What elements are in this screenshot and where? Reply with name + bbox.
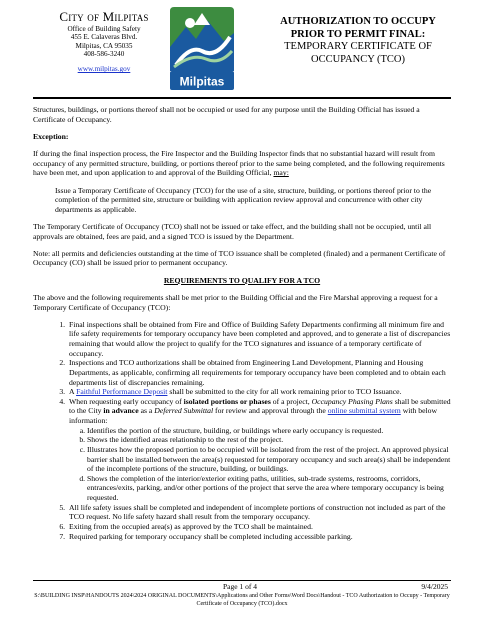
intro-paragraph: Structures, buildings, or portions thereof shall not be occupied or used for any purpose until the Building Official has issued a Certificate of Occupancy. — [33, 105, 420, 124]
item-text: shall be submitted to the city for all work remaining prior to TCO Issuance. — [169, 387, 402, 397]
item-text: for review and approval through the — [215, 406, 326, 416]
item-text: When requesting early occupancy of — [69, 396, 182, 406]
requirements-intro: The above and the following requirements shall be met prior to the Building Official and the Fire Marshal approving a request for a Temporary Certificate of Occupancy (TCO): — [33, 292, 438, 312]
phasing-plan-sublist — [69, 426, 451, 503]
item-text: with below information: — [69, 406, 438, 425]
list-item: 6. Exiting from the occupied area(s) as approved by the TCO shall be maintained. — [67, 522, 451, 532]
milpitas-logo — [166, 7, 238, 94]
item-italic-text: Occupancy Phasing Plans — [311, 396, 393, 406]
list-item — [67, 387, 451, 397]
subtitle-line-2: OCCUPANCY (TCO) — [310, 53, 406, 65]
item-bold-text: isolated portions or phases — [183, 396, 271, 406]
sub-list-item: b. Shows the identified areas relationship to the rest of the project. — [87, 435, 451, 445]
issue-tco-paragraph: Issue a Temporary Certificate of Occupancy (TCO) for the use of a site, structure, building, or portions thereof prior to the completion of the permitted site, structure or building with application review approval and concurrence with other city departments as applicable. — [55, 185, 432, 214]
title-line-1: AUTHORIZATION TO OCCUPY — [280, 16, 436, 27]
footer-date: 9/4/2025 — [421, 582, 448, 591]
note-paragraph: Note: all permits and deficiencies outstanding at the time of TCO issuance shall be completed (finaled) and a permanent Certificate of Occupancy (CO) shall be issued prior to permanent occupancy. — [33, 248, 446, 268]
requirements-list — [33, 320, 451, 541]
document-title — [258, 16, 458, 66]
item-bold-text: in advance — [103, 406, 139, 416]
street-address: 455 E. Calaveras Blvd. — [70, 33, 138, 42]
sub-list-item: d. Shows the completion of the interior/exterior exiting paths, utilities, sub-trade systems, restrooms, corridors, entrances/exits, parking, and/or other portions of the project that serve the area where temporary occupancy is being requested. — [87, 474, 451, 503]
list-item: 5. All life safety issues shall be completed and independent of incomplete portions of construction not included as part of the TCO request. No life safety hazard shall result from the temporary occupancy. — [67, 503, 451, 522]
city-website-link[interactable]: www.milpitas.gov — [77, 65, 131, 74]
item-text: A — [69, 387, 75, 397]
header-divider — [33, 97, 451, 99]
requirements-heading: REQUIREMENTS TO QUALIFY FOR A TCO — [163, 275, 321, 285]
exception-text: If during the final inspection process, the Fire Inspector and the Building Inspector finds that no substantial hazard will result from occupancy of any permitted structure, building, or portions thereof prior to the same being completed, and the following requirements have been met, and upon application to and approval of the Building Official, — [33, 149, 445, 178]
tco-issuance-paragraph: The Temporary Certificate of Occupancy (TCO) shall not be issued or take effect, and the building shall not be occupied, until all approvals are obtained, fees are paid, and a signed TCO is issued by the Department. — [33, 222, 432, 241]
file-path: S:\BUILDING INSP\HANDOUTS 2024\2024 ORIGINAL DOCUMENTS\Applications and Other Forms\Word Docs\Handout - TCO Authorization to Occupy - Temporary Certificate of Occupancy (TCO).docx — [34, 593, 450, 607]
subtitle-line-1: TEMPORARY CERTIFICATE OF — [284, 41, 432, 53]
city-letterhead — [56, 10, 152, 76]
item-italic-text: Deferred Submittal — [154, 406, 214, 416]
footer-divider — [33, 580, 451, 581]
city-title: City of Milpitas — [59, 9, 149, 24]
list-item: 2. Inspections and TCO authorizations shall be obtained from Engineering Land Development, Planning and Housing Departments, as applicable, confirming all requirements for temporary occupancy have been completed and to obtain each departments list of discrepancies remaining. — [67, 358, 451, 387]
item-text: shall be submitted to the City — [69, 396, 451, 416]
svg-text:Milpitas: Milpitas — [179, 74, 225, 89]
sub-list-item: a. Identifies the portion of the structure, building, or buildings where early occupancy is requested. — [87, 426, 451, 436]
sub-list-item: c. Illustrates how the proposed portion to be occupied will be isolated from the rest of the project. An approved physical barrier shall be installed between the area(s) requested for temporary occupancy and such area(s) shall be independent of the incomplete portions of the structure, building, or buildings. — [87, 445, 451, 474]
page-number: Page 1 of 4 — [223, 582, 257, 591]
item-text: of a project, — [272, 396, 310, 406]
list-item: 7. Required parking for temporary occupancy shall be completed including accessible parking. — [67, 532, 451, 542]
city-state-zip: Milpitas, CA 95035 — [75, 41, 133, 50]
item-text: as a — [140, 406, 153, 416]
may-text: may: — [273, 168, 289, 178]
exception-paragraph — [33, 149, 451, 178]
online-submittal-system-link[interactable]: online submittal system — [327, 406, 401, 416]
document-body — [33, 105, 451, 541]
faithful-performance-deposit-link[interactable]: Faithful Performance Deposit — [76, 387, 168, 397]
exception-label: Exception: — [33, 131, 69, 141]
list-item: 1. Final inspections shall be obtained from Fire and Office of Building Safety Departments confirming all minimum fire and life safety requirements for temporary occupancy have been completed and approved, and to generate a list of discrepancies remaining that would allow the project to qualify for the TCO signatures and issuance of a temporary certificate of occupancy. — [67, 320, 451, 359]
phone-number: 408-586-3240 — [83, 49, 125, 58]
title-line-2: PRIOR TO PERMIT FINAL: — [290, 28, 426, 40]
list-item — [67, 397, 451, 503]
department-name: Office of Building Safety — [67, 24, 141, 33]
